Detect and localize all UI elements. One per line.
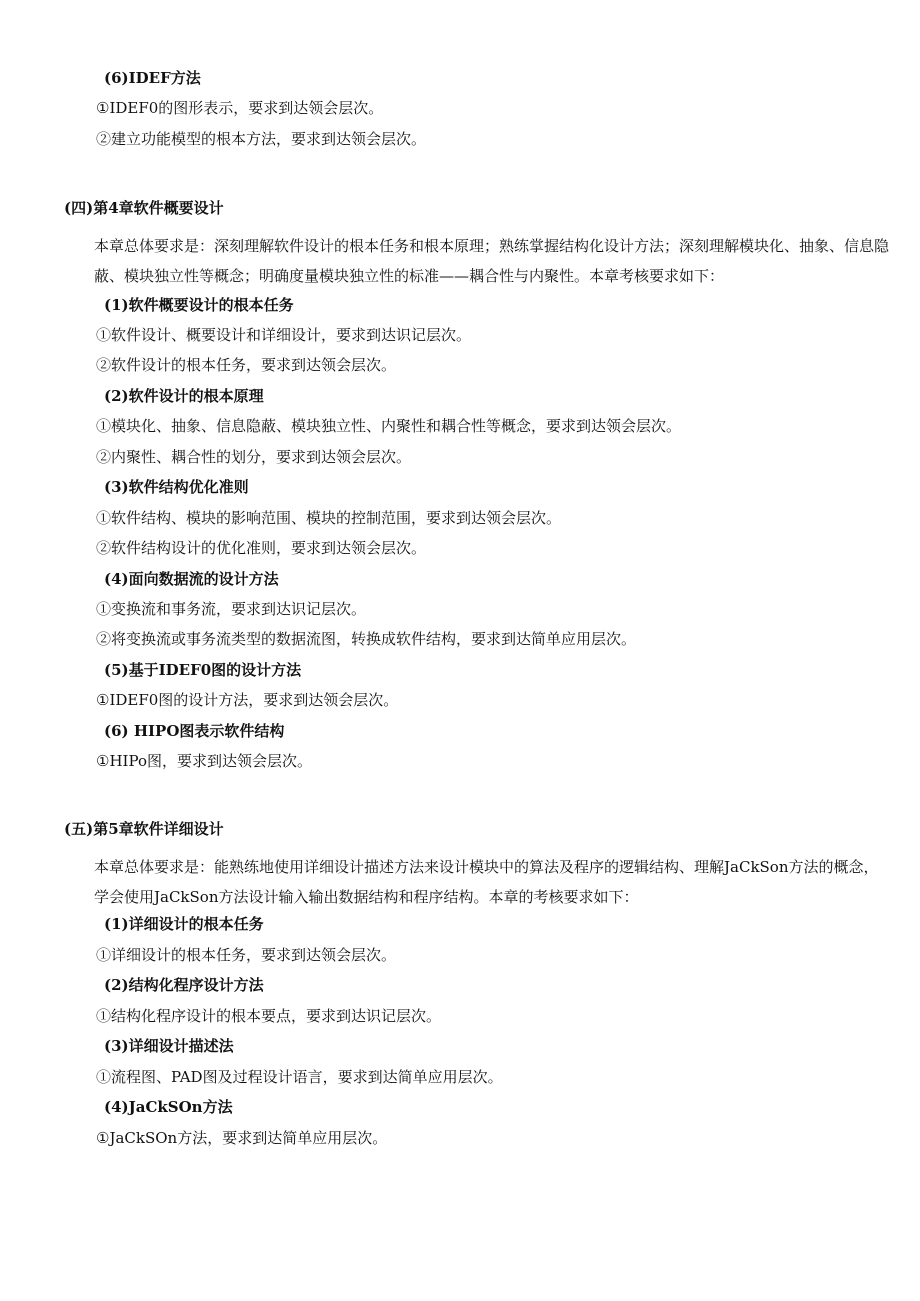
sec5-item4-line1: ①JaCkSOn方法，要求到达简单应用层次。 xyxy=(96,1129,388,1147)
sec4-intro: 本章总体要求是：深刻理解软件设计的根本任务和根本原理；熟练掌握结构化设计方法；深刻理解模块化、抽象、信息隐蔽、模块独立性等概念；明确度量模块独立性的标准——耦合性与内聚性。本章考核要求如下： xyxy=(94,237,890,285)
sec4-item4-line2: ②将变换流或事务流类型的数据流图，转换成软件结构，要求到达简单应用层次。 xyxy=(96,630,637,648)
sec4-item3-line1: ①软件结构、模块的影响范围、模块的控制范围，要求到达领会层次。 xyxy=(96,509,562,527)
sec5-item4-title: (4)JaCkSOn方法 xyxy=(104,1098,233,1116)
sec4-item1-line2: ②软件设计的根本任务，要求到达领会层次。 xyxy=(96,356,397,374)
sec4-item3-title: (3)软件结构优化准则 xyxy=(104,478,249,496)
sec5-title: (五)第5章软件详细设计 xyxy=(64,820,224,838)
sec5-item2-line1: ①结构化程序设计的根本要点，要求到达识记层次。 xyxy=(96,1007,442,1025)
sec4-title: (四)第4章软件概要设计 xyxy=(64,199,224,217)
sec3-item6-line1: ①IDEF0的图形表示，要求到达领会层次。 xyxy=(96,99,384,117)
sec4-item1-line1: ①软件设计、概要设计和详细设计，要求到达识记层次。 xyxy=(96,326,472,344)
sec4-item4-title: (4)面向数据流的设计方法 xyxy=(104,570,279,588)
sec5-item1-title: (1)详细设计的根本任务 xyxy=(104,915,264,933)
sec5-item3-line1: ①流程图、PAD图及过程设计语言，要求到达简单应用层次。 xyxy=(96,1068,503,1086)
sec4-item2-title: (2)软件设计的根本原理 xyxy=(104,387,264,405)
sec4-item5-line1: ①IDEF0图的设计方法，要求到达领会层次。 xyxy=(96,691,399,709)
sec5-intro: 本章总体要求是：能熟练地使用详细设计描述方法来设计模块中的算法及程序的逻辑结构、理解JaCkSon方法的概念，学会使用JaCkSon方法设计输入输出数据结构和程序结构。本章的考核要求如下： xyxy=(94,858,879,906)
sec3-item6-line2: ②建立功能模型的根本方法，要求到达领会层次。 xyxy=(96,130,427,148)
sec4-item6-title: (6) HIPO图表示软件结构 xyxy=(104,722,285,740)
sec4-item6-line1: ①HIPo图，要求到达领会层次。 xyxy=(96,752,312,770)
sec4-item5-title: (5)基于IDEF0图的设计方法 xyxy=(104,661,302,679)
sec3-item6-title: (6)IDEF方法 xyxy=(104,69,201,87)
sec4-item1-title: (1)软件概要设计的根本任务 xyxy=(104,296,294,314)
sec4-item2-line1: ①模块化、抽象、信息隐蔽、模块独立性、内聚性和耦合性等概念，要求到达领会层次。 xyxy=(96,417,682,435)
sec5-item2-title: (2)结构化程序设计方法 xyxy=(104,976,264,994)
sec4-item3-line2: ②软件结构设计的优化准则，要求到达领会层次。 xyxy=(96,539,427,557)
sec5-item1-line1: ①详细设计的根本任务，要求到达领会层次。 xyxy=(96,946,397,964)
sec4-item2-line2: ②内聚性、耦合性的划分，要求到达领会层次。 xyxy=(96,448,412,466)
sec4-item4-line1: ①变换流和事务流，要求到达识记层次。 xyxy=(96,600,367,618)
sec5-item3-title: (3)详细设计描述法 xyxy=(104,1037,234,1055)
